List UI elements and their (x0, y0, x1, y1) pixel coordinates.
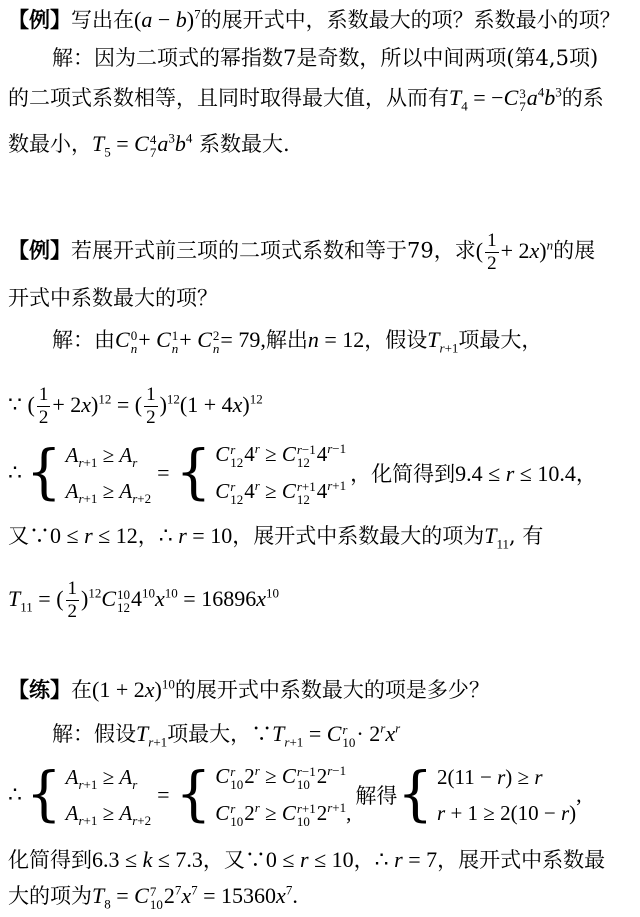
practice-solution-line1: 解：假设$T_{r+1}$项最大，$\because T_{r+1} = C$ r 10 · $2^rx^r$ (52, 720, 401, 750)
example1-question: 【例】写出在$(a - b)^7$的展开式中，系数最大的项？系数最小的项？ (8, 6, 621, 32)
practice-bracket: 【练】 (8, 677, 71, 702)
example2-conclusion: 又∵0 ≤ r ≤ 12，∴ r = 10，展开式中系数最大的项为$T_{11}$, 有 (8, 523, 544, 552)
example2-question-line2: 开式中系数最大的项？ (8, 286, 218, 310)
example2-since-line: ∵ ( $\frac{1}{2}$ + 2x)$^{12}$ = ( $\frac{1}{2}$ )$^{12}(1 + 4x)^{12}$ (8, 384, 263, 428)
example2-solution-line1: 解：由C 0 n + C 1 n + C 2 n = 79,解出n = 12，假设$T_{r+1}$项最大， (52, 327, 543, 356)
example2-question: 【例】若展开式前三项的二项式系数和等于79，求( $\frac{1}{2}$ + 2x)$^n$的展 (8, 230, 596, 274)
example1-solution-line2: 的二项式系数相等，且同时取得最大值，从而有$T_4 = -C$ 3 7 $a^4b^3$的系 (8, 84, 604, 114)
practice-result: 大的项为$T_8 = C$ 7 10 $2^7x^7 = 15360x^7$. (8, 882, 298, 912)
practice-inequality-system: ∴ { $A_{r+1} \ge A_r$ $A_{r+1} \ge A_{r+2}$ = { C r 10 $2^r \ge C$ r−1 10 $2^{r-1}$ C r 10 $2^r \ge C$ r+1 10 $2^{r+1}$, 解得 { 2(11 − r) ≥ r r + 1 ≥ 2(10 − r) , (8, 760, 582, 830)
practice-question: 【练】在$(1 + 2x)^{10}$的展开式中系数最大的项是多少？ (8, 676, 490, 702)
example1-bracket: 【例】 (8, 7, 71, 32)
example2-inequality-system: ∴ { $A_{r+1} \ge A_r$ $A_{r+1} \ge A_{r+2}$ = { C r 12 $4^r \ge C$ r−1 12 $4^{r-1}$ C r 12 $4^r \ge C$ r+1 12 $4^{r+1}$ ，化简得到9.4 ≤ r ≤ 10.4， (8, 438, 597, 508)
example1-solution-line1: 解：因为二项式的幂指数7是奇数，所以中间两项(第4,5项) (52, 46, 599, 70)
example1-solution-line3: 数最小，$T_5 = C$ 4 7 $a^3b^4$ 系数最大. (8, 130, 290, 160)
example2-result: $T_{11}$ = ( $\frac{1}{2}$ )$^{12}$C 10 12 $4^{10}x^{10} = 16896x^{10}$ (8, 578, 279, 622)
example2-bracket: 【例】 (8, 237, 71, 263)
practice-solution-line3: 化简得到6.3 ≤ k ≤ 7.3，又∵0 ≤ r ≤ 10，∴ r = 7，展开式中系数最 (8, 847, 606, 872)
